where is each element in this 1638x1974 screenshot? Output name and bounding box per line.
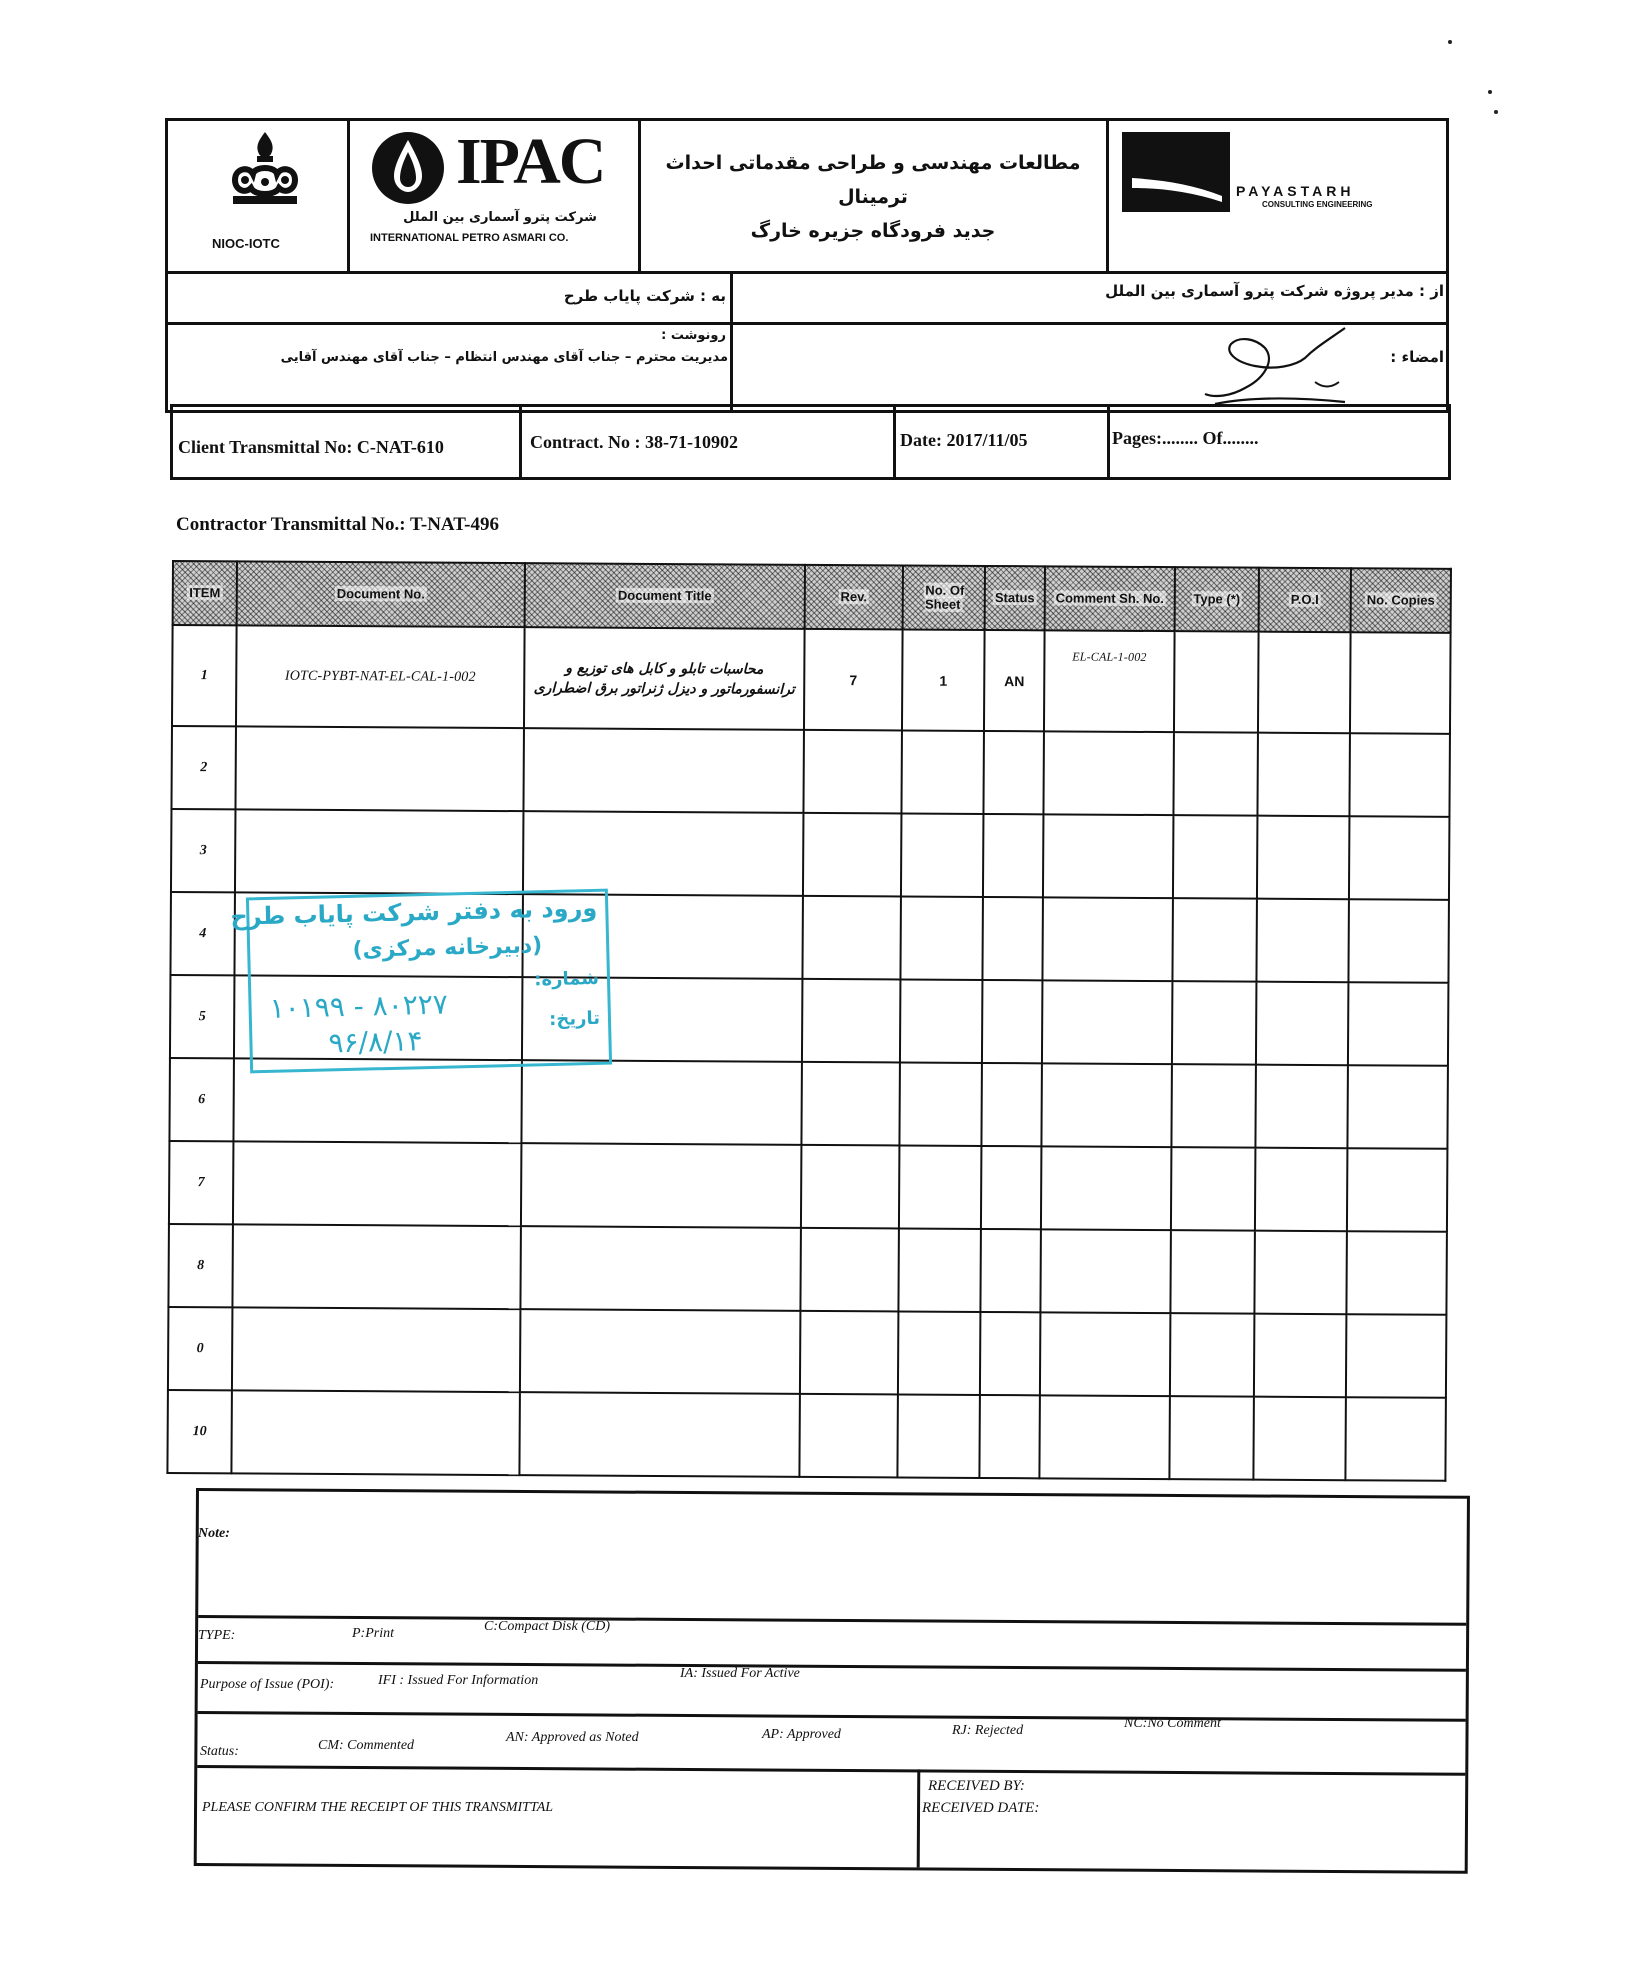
signature-label: امضاء : xyxy=(1390,348,1444,366)
received-date: RECEIVED DATE: xyxy=(922,1800,1040,1816)
row-item: 3 xyxy=(171,809,236,892)
payastarh-name: PAYASTARH xyxy=(1236,183,1355,199)
poi-ia: IA: Issued For Active xyxy=(680,1666,800,1681)
status-an: AN: Approved as Noted xyxy=(506,1730,639,1745)
transmittal-divider xyxy=(1107,404,1110,480)
stamp-line2: (دبیرخانه مرکزی) xyxy=(352,933,543,963)
status-ap: AP: Approved xyxy=(762,1727,841,1742)
table-row xyxy=(167,1390,1445,1481)
client-transmittal-no: Client Transmittal No: C-NAT-610 xyxy=(178,437,444,457)
poi-ifi: IFI : Issued For Information xyxy=(378,1673,539,1688)
col-item: ITEM xyxy=(173,561,237,625)
col-comment-sheet: Comment Sh. No. xyxy=(1045,566,1175,631)
type-print: P:Print xyxy=(352,1626,394,1641)
ipac-fa-name: شرکت پترو آسماری بین الملل xyxy=(403,210,597,225)
row-item: 1 xyxy=(172,625,237,726)
contractor-transmittal-no: Contractor Transmittal No.: T-NAT-496 xyxy=(176,514,499,535)
receipt-stamp xyxy=(230,889,612,1074)
received-by: RECEIVED BY: xyxy=(928,1778,1025,1794)
transmittal-date: Date: 2017/11/05 xyxy=(900,430,1028,450)
payastarh-logo xyxy=(1122,132,1230,212)
table-row xyxy=(169,1058,1447,1149)
type-cd: C:Compact Disk (CD) xyxy=(484,1619,610,1634)
row-item: 8 xyxy=(168,1224,233,1307)
header-divider xyxy=(1106,118,1109,274)
contract-no: Contract. No : 38-71-10902 xyxy=(530,432,738,452)
confirm-receipt: PLEASE CONFIRM THE RECEIPT OF THIS TRANSMITTAL xyxy=(202,1800,554,1815)
legend-divider xyxy=(917,1769,921,1867)
payastarh-emblem-icon xyxy=(1122,132,1230,212)
stamp-date-value: ۹۶/۸/۱۴ xyxy=(328,1024,423,1060)
scan-speck xyxy=(1448,40,1452,44)
row-item: 10 xyxy=(167,1390,232,1473)
payastarh-subtitle: CONSULTING ENGINEERING xyxy=(1262,200,1373,209)
address-divider xyxy=(730,271,733,413)
transmittal-divider xyxy=(519,404,522,480)
transmittal-divider xyxy=(893,404,896,480)
row-copies xyxy=(1350,632,1451,734)
table-row xyxy=(168,1224,1446,1315)
page-count: Pages:........ Of........ xyxy=(1112,428,1259,448)
to-field: به : شرکت پایاب طرح xyxy=(563,287,726,305)
nioc-emblem-icon xyxy=(215,128,315,220)
row-poi xyxy=(1258,632,1351,734)
ipac-logo xyxy=(368,125,628,212)
cc-recipients: مدیریت محترم – جناب آقای مهندس انتظام – جناب آقای مهندس آقایی xyxy=(280,350,728,365)
col-type: Type (*) xyxy=(1175,567,1259,632)
stamp-number-label: شماره: xyxy=(534,967,600,991)
row-comment-sheet: EL-CAL-1-002 xyxy=(1044,630,1175,732)
poi-label: Purpose of Issue (POI): xyxy=(200,1677,335,1692)
legend-rule xyxy=(197,1765,1465,1776)
row-sheets: 1 xyxy=(902,629,985,730)
table-row xyxy=(171,809,1449,900)
note-label: Note: xyxy=(198,1526,230,1541)
legend-rule xyxy=(198,1615,1466,1626)
col-sheets: No. Of Sheet xyxy=(903,565,985,629)
row-item: 4 xyxy=(170,892,235,975)
nioc-logo xyxy=(215,128,315,220)
row-status: AN xyxy=(984,630,1045,731)
project-title xyxy=(640,146,1106,248)
col-rev: Rev. xyxy=(805,565,903,630)
row-item: 6 xyxy=(169,1058,234,1141)
status-label: Status: xyxy=(200,1744,239,1759)
stamp-number-value: ۱۰۱۹۹ - ۸۰۲۲۷ xyxy=(269,987,449,1025)
scan-speck xyxy=(1494,110,1498,114)
status-rj: RJ: Rejected xyxy=(952,1723,1024,1738)
legend-rule xyxy=(198,1711,1466,1722)
from-field: از : مدیر پروژه شرکت پترو آسماری بین الملل xyxy=(1105,282,1444,300)
stamp-line1: ورود به دفتر شرکت پایاب طرح xyxy=(230,893,598,931)
stamp-date-label: تاریخ: xyxy=(548,1007,601,1031)
col-document-no: Document No. xyxy=(237,561,525,627)
status-nc: NC:No Comment xyxy=(1124,1716,1221,1731)
ipac-drop-icon xyxy=(368,128,448,208)
row-item: 2 xyxy=(171,726,236,809)
row-type xyxy=(1174,631,1259,733)
row-item: 0 xyxy=(168,1307,233,1390)
table-row xyxy=(171,726,1449,817)
row-item: 7 xyxy=(169,1141,234,1224)
col-copies: No. Copies xyxy=(1351,568,1451,633)
nioc-caption: NIOC-IOTC xyxy=(212,236,280,251)
legend-rule xyxy=(198,1661,1466,1672)
project-title-line1: مطالعات مهندسی و طراحی مقدماتی احداث ترمینال xyxy=(665,152,1081,208)
signature-scribble-icon xyxy=(1195,318,1355,418)
row-item: 5 xyxy=(170,975,235,1058)
row-document-no: IOTC-PYBT-NAT-EL-CAL-1-002 xyxy=(236,625,525,728)
project-title-line2: جدید فرودگاه جزیره خارگ xyxy=(750,220,996,242)
table-row xyxy=(172,625,1451,734)
table-row xyxy=(168,1307,1446,1398)
col-poi: P.O.I xyxy=(1259,568,1351,633)
row-document-title: محاسبات تابلو و کابل های توزیع و ترانسفورماتور و دیزل ژنراتور برق اضطراری xyxy=(524,627,805,730)
type-label: TYPE: xyxy=(198,1628,236,1643)
table-header-row xyxy=(173,561,1451,633)
cc-label: رونوشت : xyxy=(661,328,726,343)
col-document-title: Document Title xyxy=(525,563,805,629)
ipac-en-name: INTERNATIONAL PETRO ASMARI CO. xyxy=(370,232,569,244)
col-status: Status xyxy=(985,566,1045,630)
table-row xyxy=(169,1141,1447,1232)
row-rev: 7 xyxy=(804,629,903,731)
status-cm: CM: Commented xyxy=(318,1738,415,1753)
ipac-wordmark: IPAC xyxy=(456,125,605,198)
handwritten-signature xyxy=(1195,318,1355,418)
header-divider xyxy=(347,118,350,274)
scan-speck xyxy=(1488,90,1492,94)
